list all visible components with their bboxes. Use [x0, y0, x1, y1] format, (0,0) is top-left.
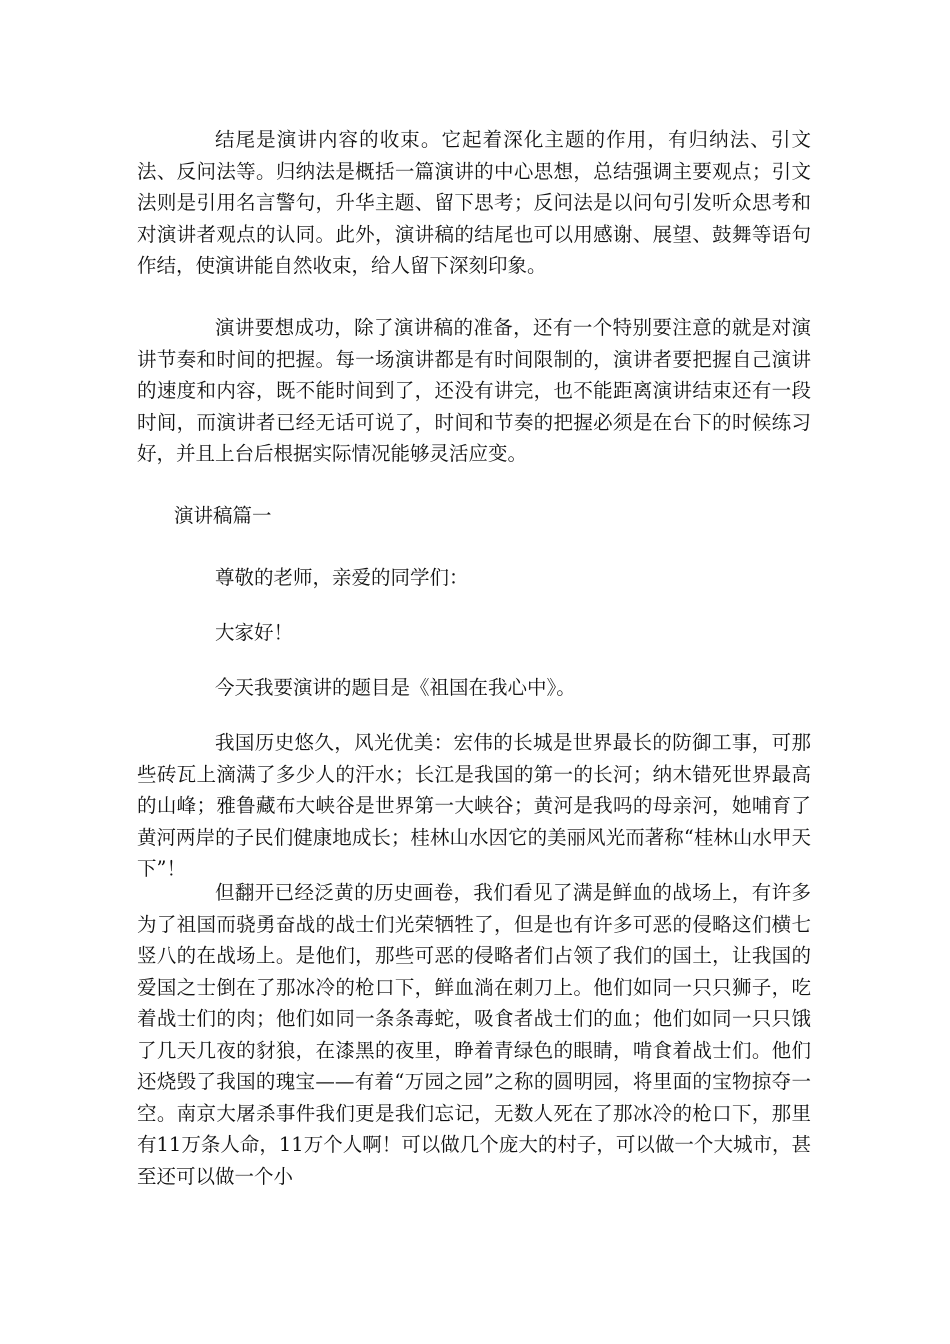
paragraph-war: 但翻开已经泛黄的历史画卷，我们看见了满是鲜血的战场上，有许多为了祖国而骁勇奋战的战士们光荣牺牲了，但是也有许多可恶的侵略这们横七竖八的在战场上。是他们，那些可恶的侵略者们占领了我们的国土，让我国的爱国之士倒在了那冰冷的枪口下，鲜血淌在刺刀上。他们如同一只只狮子，吃着战士们的肉；他们如同一条条毒蛇，吸食者战士们的血；他们如同一只只饿了几天几夜的豺狼，在漆黑的夜里，睁着青绿色的眼睛，啃食着战士们。他们还烧毁了我国的瑰宝——有着“万园之园”之称的圆明园，将里面的宝物掠夺一空。南京大屠杀事件我们更是我们忘记，无数人死在了那冰冷的枪口下，那里有11万条人命，11万个人啊！可以做几个庞大的村子，可以做一个大城市，甚至还可以做一个小	[137, 881, 811, 1188]
greeting: 大家好！	[215, 621, 294, 644]
salutation: 尊敬的老师，亲爱的同学们：	[215, 566, 469, 589]
section-title: 演讲稿篇一	[174, 504, 272, 527]
paragraph-conclusion: 结尾是演讲内容的收束。它起着深化主题的作用，有归纳法、引文法、反问法等。归纳法是概括一篇演讲的中心思想，总结强调主要观点；引文法则是引用名言警句，升华主题、留下思考；反问法是以问句引发听众思考和对演讲者观点的认同。此外，演讲稿的结尾也可以用感谢、展望、鼓舞等语句作结，使演讲能自然收束，给人留下深刻印象。	[137, 128, 811, 277]
paragraph-history: 我国历史悠久，风光优美：宏伟的长城是世界最长的防御工事，可那些砖瓦上滴满了多少人的汗水；长江是我国的第一的长河；纳木错死世界最高的山峰；雅鲁藏布大峡谷是世界第一大峡谷；黄河是我吗的母亲河，她哺育了黄河两岸的子民们健康地成长；桂林山水因它的美丽风光而著称“桂林山水甲天下”！	[137, 731, 811, 880]
paragraph-timing: 演讲要想成功，除了演讲稿的准备，还有一个特别要注意的就是对演讲节奏和时间的把握。每一场演讲都是有时间限制的，演讲者要把握自己演讲的速度和内容，既不能时间到了，还没有讲完，也不能距离演讲结束还有一段时间，而演讲者已经无话可说了，时间和节奏的把握必须是在台下的时候练习好，并且上台后根据实际情况能够灵活应变。	[137, 316, 811, 465]
speech-topic: 今天我要演讲的题目是《祖国在我心中》。	[215, 676, 576, 699]
